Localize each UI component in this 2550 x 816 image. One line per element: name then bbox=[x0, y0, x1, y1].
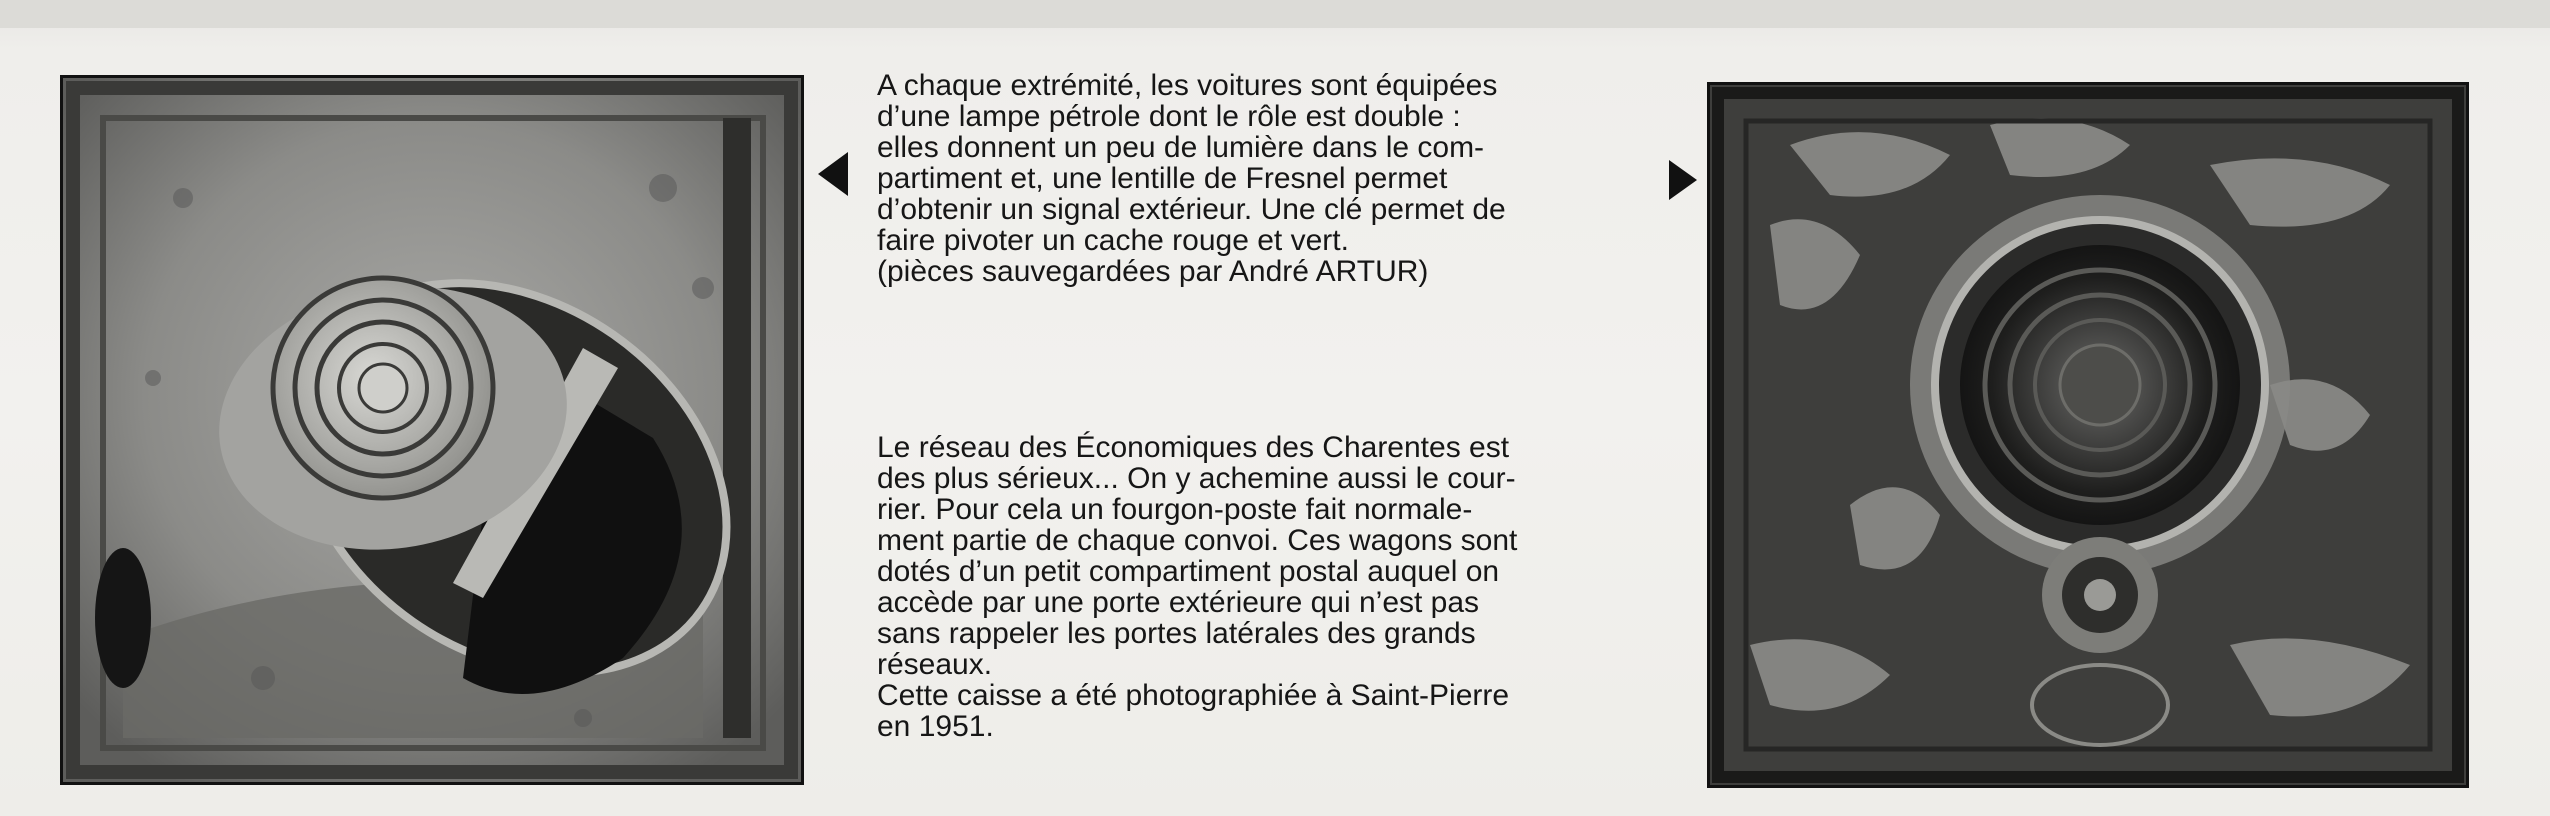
photo-lamp-with-cache bbox=[60, 75, 804, 785]
paragraph-lamp-description bbox=[877, 70, 1632, 287]
text-line: accède par une porte extérieure qui n’est pas bbox=[877, 586, 1480, 619]
pointer-left-arrow-icon bbox=[818, 152, 848, 196]
text-line: d’obtenir un signal extérieur. Une clé permet de bbox=[877, 193, 1506, 226]
pointer-right-arrow-icon bbox=[1669, 160, 1697, 200]
text-line: réseaux. bbox=[877, 648, 993, 681]
text-line: Cette caisse a été photographiée à Saint-Pierre bbox=[877, 679, 1510, 712]
text-line: elles donnent un peu de lumière dans le com- bbox=[877, 131, 1485, 164]
text-line: dotés d’un petit compartiment postal auquel on bbox=[877, 555, 1500, 588]
text-line: Le réseau des Économiques des Charentes est bbox=[877, 431, 1510, 464]
text-line: sans rappeler les portes latérales des grands bbox=[877, 617, 1476, 650]
text-line: d’une lampe pétrole dont le rôle est double : bbox=[877, 100, 1461, 133]
page-top-edge bbox=[0, 0, 2550, 28]
text-line: partiment et, une lentille de Fresnel permet bbox=[877, 162, 1448, 195]
text-line: ment partie de chaque convoi. Ces wagons sont bbox=[877, 524, 1518, 557]
photo-lamp-front-lens bbox=[1707, 82, 2469, 788]
text-line: rier. Pour cela un fourgon-poste fait normale- bbox=[877, 493, 1473, 526]
cropped-caption-edge bbox=[70, 796, 770, 816]
text-line: (pièces sauvegardées par André ARTUR) bbox=[877, 255, 1429, 288]
text-line: faire pivoter un cache rouge et vert. bbox=[877, 224, 1349, 257]
paragraph-postal-wagon bbox=[877, 432, 1632, 742]
text-line: des plus sérieux... On y achemine aussi le cour- bbox=[877, 462, 1516, 495]
text-line: A chaque extrémité, les voitures sont équipées bbox=[877, 69, 1498, 102]
text-line: en 1951. bbox=[877, 710, 994, 743]
